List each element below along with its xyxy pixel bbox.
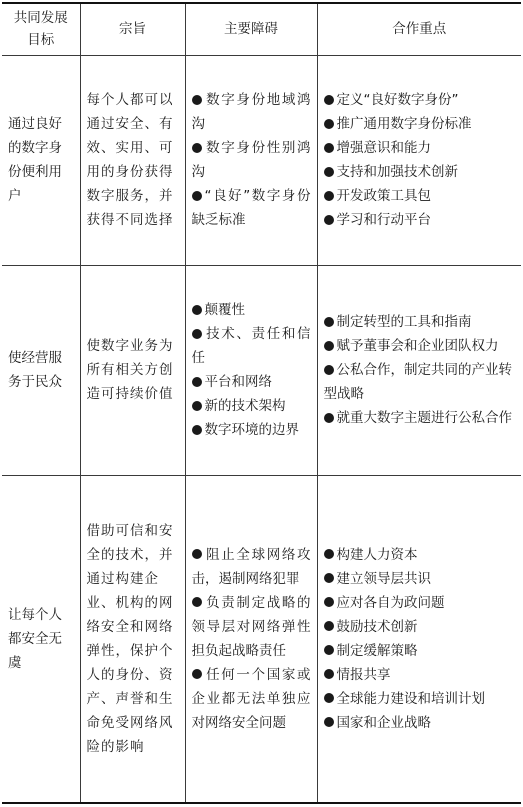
bullet-icon — [192, 669, 202, 679]
table-row — [2, 265, 521, 475]
bullet-icon — [324, 215, 334, 225]
goal-cell: 使经营服务于民众 — [2, 265, 80, 475]
focus-item: 推广通用数字身份标准 — [324, 112, 516, 136]
bullet-icon — [192, 143, 202, 153]
obstacle-item: 阻止全球网络攻击，遏制网络犯罪 — [191, 546, 311, 587]
table-row — [2, 475, 521, 803]
bullet-icon — [324, 669, 334, 679]
bullet-icon — [324, 597, 334, 607]
table-row — [2, 55, 521, 265]
focus-item: 开发政策工具包 — [324, 184, 516, 208]
focus-item: 构建人力资本 — [324, 543, 516, 567]
obstacle-item: 平台和网络 — [192, 370, 311, 394]
focus-item: 建立领导层共识 — [324, 567, 516, 591]
bullet-icon — [192, 95, 202, 105]
focus-item: 国家和企业战略 — [324, 711, 516, 735]
bullet-icon — [192, 305, 202, 315]
header-focus: 合作重点 — [317, 3, 521, 55]
focus-cell — [317, 265, 521, 475]
obstacle-item: 任何一个国家或企业都无法单独应对网络安全问题 — [191, 666, 311, 731]
focus-item: 定义“良好数字身份” — [324, 88, 516, 112]
obstacles-cell — [185, 265, 317, 475]
goal-cell: 通过良好的数字身份便利用户 — [2, 55, 80, 265]
header-purpose: 宗旨 — [80, 3, 185, 55]
header-obstacles: 主要障碍 — [185, 3, 317, 55]
obstacle-item: 数字环境的边界 — [192, 418, 311, 442]
focus-item: 情报共享 — [324, 663, 516, 687]
focus-item: 全球能力建设和培训计划 — [324, 687, 516, 711]
bullet-icon — [324, 693, 334, 703]
goal-cell: 让每个人都安全无虞 — [2, 475, 80, 803]
bullet-icon — [192, 425, 202, 435]
header-goal: 共同发展目标 — [2, 3, 80, 55]
bullet-icon — [324, 341, 334, 351]
bullet-icon — [192, 329, 202, 339]
bullet-icon — [192, 377, 202, 387]
bullet-icon — [192, 191, 202, 201]
focus-item: 支持和加强技术创新 — [324, 160, 516, 184]
bullet-icon — [324, 717, 334, 727]
bullet-icon — [192, 401, 202, 411]
focus-item: 学习和行动平台 — [324, 208, 516, 232]
bullet-icon — [324, 365, 334, 375]
bullet-icon — [324, 119, 334, 129]
bullet-icon — [192, 597, 202, 607]
bullet-icon — [324, 549, 334, 559]
obstacle-item: 新的技术架构 — [192, 394, 311, 418]
bullet-icon — [324, 167, 334, 177]
focus-item: 公私合作，制定共同的产业转型战略 — [323, 362, 512, 402]
purpose-cell: 使数字业务为所有相关方创造可持续价值 — [80, 265, 185, 475]
obstacles-cell — [185, 475, 317, 803]
cooperation-table — [2, 2, 521, 804]
bullet-icon — [324, 573, 334, 583]
focus-item: 增强意识和能力 — [324, 136, 516, 160]
focus-item: 赋予董事会和企业团队权力 — [324, 334, 516, 358]
focus-item: 应对各自为政问题 — [324, 591, 516, 615]
bullet-icon — [324, 191, 334, 201]
focus-cell — [317, 475, 521, 803]
obstacle-item: 技术、责任和信任 — [191, 326, 311, 366]
table-header-row — [2, 3, 521, 55]
obstacles-cell — [185, 55, 317, 265]
bullet-icon — [324, 645, 334, 655]
focus-item: 鼓励技术创新 — [324, 615, 516, 639]
bullet-icon — [324, 143, 334, 153]
obstacle-item: 数字身份地域鸿沟 — [191, 92, 311, 132]
purpose-cell: 借助可信和安全的技术，并通过构建企业、机构的网络安全和网络弹性，保护个人的身份、资产、声誉和生命免受网络风险的影响 — [80, 475, 185, 803]
focus-item: 制定转型的工具和指南 — [324, 310, 516, 334]
purpose-cell: 每个人都可以通过安全、有效、实用、可用的身份获得数字服务，并获得不同选择 — [80, 55, 185, 265]
focus-cell — [317, 55, 521, 265]
bullet-icon — [324, 95, 334, 105]
focus-item: 就重大数字主题进行公私合作 — [324, 406, 516, 430]
bullet-icon — [324, 317, 334, 327]
bullet-icon — [324, 621, 334, 631]
obstacle-item: 数字身份性别鸿沟 — [191, 140, 311, 180]
obstacle-item: 颠覆性 — [192, 298, 311, 322]
obstacle-item: 负责制定战略的领导层对网络弹性担负起战略责任 — [191, 594, 311, 659]
bullet-icon — [192, 549, 202, 559]
focus-item: 制定缓解策略 — [324, 639, 516, 663]
obstacle-item: “良好”数字身份缺乏标准 — [191, 188, 311, 228]
bullet-icon — [324, 413, 334, 423]
